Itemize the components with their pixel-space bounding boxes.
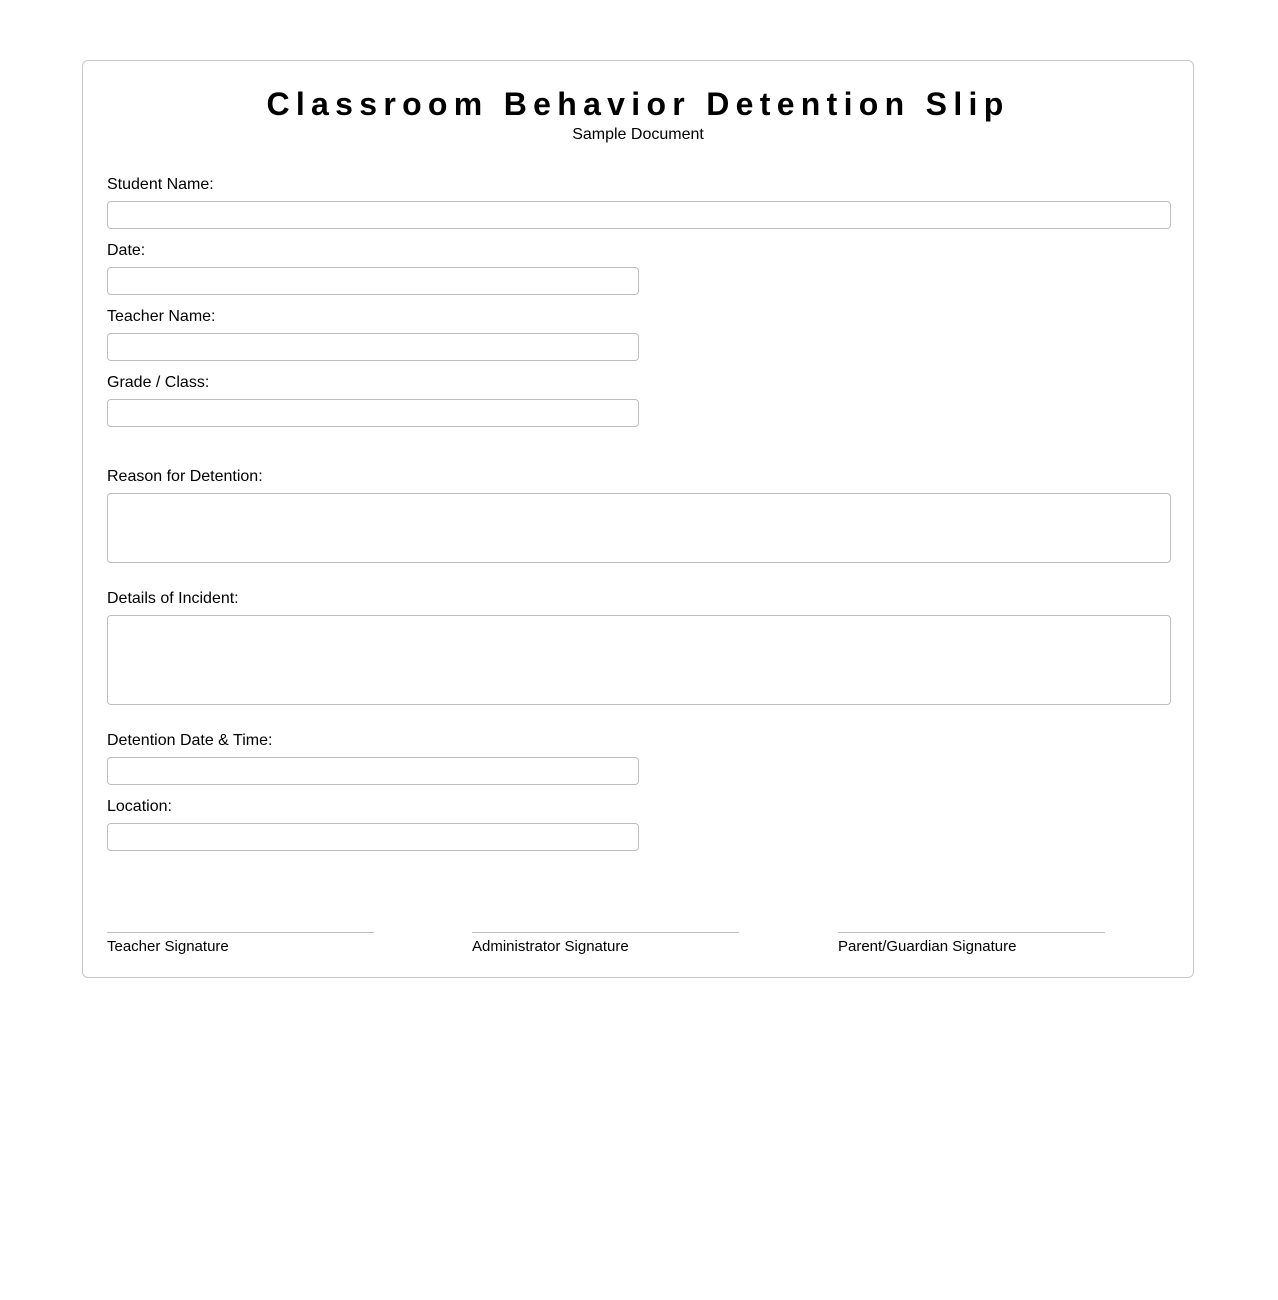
detention-datetime-label: Detention Date & Time: <box>107 732 273 749</box>
details-group <box>107 590 1171 705</box>
reason-group <box>107 468 1171 563</box>
reason-textarea[interactable] <box>107 493 1171 563</box>
grade-class-label: Grade / Class: <box>107 374 210 391</box>
administrator-signature-label: Administrator Signature <box>472 938 629 955</box>
teacher-name-group <box>107 308 639 361</box>
grade-class-input[interactable] <box>107 399 639 427</box>
parent-signature-line[interactable] <box>838 932 1105 933</box>
teacher-signature-block <box>107 932 374 956</box>
teacher-name-input[interactable] <box>107 333 639 361</box>
teacher-signature-line[interactable] <box>107 932 374 933</box>
student-name-group <box>107 176 1171 229</box>
parent-signature-block <box>838 932 1105 956</box>
details-textarea[interactable] <box>107 615 1171 705</box>
date-input[interactable] <box>107 267 639 295</box>
date-group <box>107 242 639 295</box>
detention-datetime-group <box>107 732 639 785</box>
page-title: Classroom Behavior Detention Slip <box>266 86 1010 122</box>
detention-slip-card <box>82 60 1194 978</box>
location-label: Location: <box>107 798 172 815</box>
date-label: Date: <box>107 242 146 259</box>
administrator-signature-line[interactable] <box>472 932 739 933</box>
details-label: Details of Incident: <box>107 590 239 607</box>
detention-datetime-input[interactable] <box>107 757 639 785</box>
student-name-label: Student Name: <box>107 176 214 193</box>
teacher-signature-label: Teacher Signature <box>107 938 229 955</box>
location-group <box>107 798 639 851</box>
reason-label: Reason for Detention: <box>107 468 263 485</box>
student-name-input[interactable] <box>107 201 1171 229</box>
parent-signature-label: Parent/Guardian Signature <box>838 938 1017 955</box>
administrator-signature-block <box>472 932 739 956</box>
teacher-name-label: Teacher Name: <box>107 308 216 325</box>
location-input[interactable] <box>107 823 639 851</box>
page-subtitle: Sample Document <box>572 126 704 143</box>
grade-class-group <box>107 374 639 427</box>
